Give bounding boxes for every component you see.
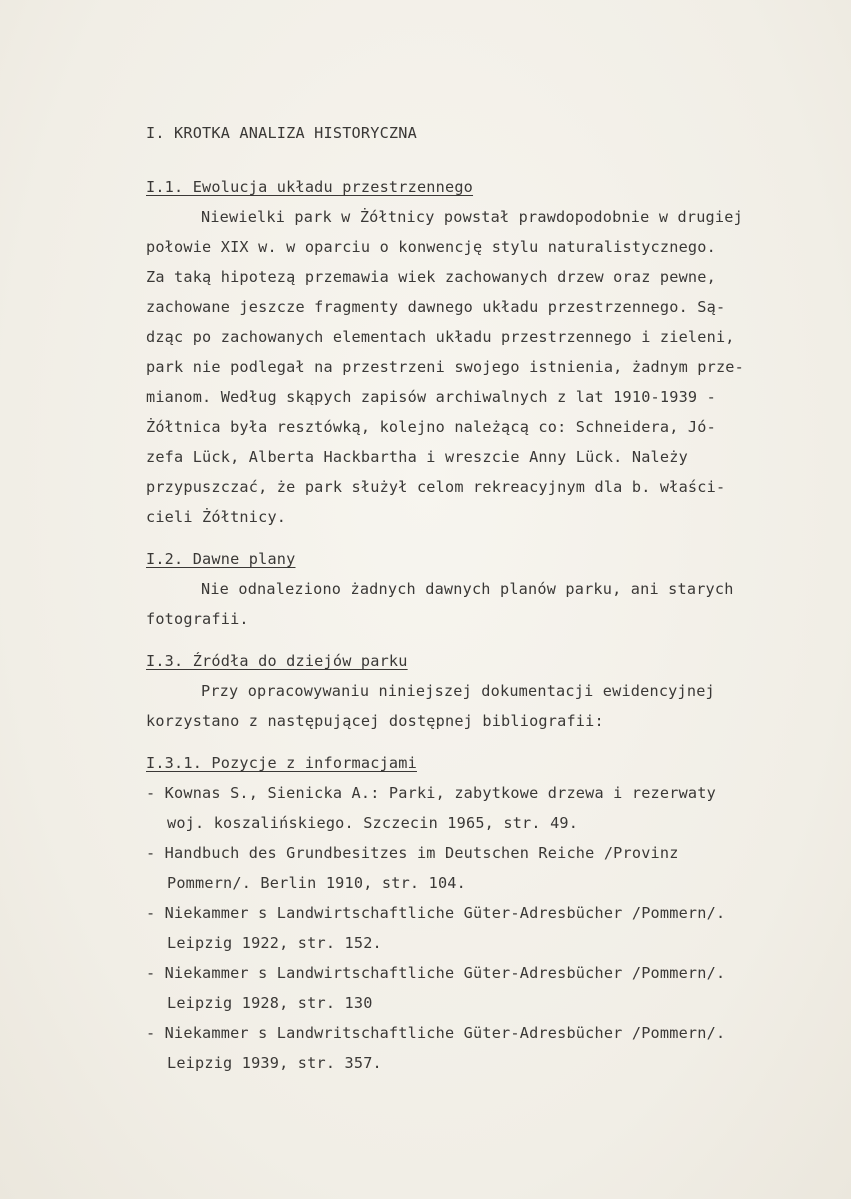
section-1-3-paragraph xyxy=(146,676,836,736)
paragraph-line: dząc po zachowanych elementach układu przestrzennego i zieleni, xyxy=(146,328,735,346)
bibliography-line: woj. koszalińskiego. Szczecin 1965, str. 49. xyxy=(167,814,579,832)
paragraph-line: zefa Lück, Alberta Hackbartha i wreszcie Anny Lück. Należy xyxy=(146,448,688,466)
paragraph-line: korzystano z następującej dostępnej bibliografii: xyxy=(146,712,604,730)
bibliography-line: - Kownas S., Sienicka A.: Parki, zabytkowe drzewa i rezerwaty xyxy=(146,784,716,802)
bibliography-line: - Handbuch des Grundbesitzes im Deutschen Reiche /Provinz xyxy=(146,844,679,862)
bibliography-item xyxy=(146,958,836,1018)
bibliography-item xyxy=(146,1018,836,1078)
section-1-2-paragraph xyxy=(146,574,836,634)
paragraph-line: Przy opracowywaniu niniejszej dokumentacji ewidencyjnej xyxy=(201,682,715,700)
spacer xyxy=(146,736,836,748)
typed-text-body xyxy=(146,118,836,1078)
bibliography-line: - Niekammer s Landwirtschaftliche Güter-Adresbücher /Pommern/. xyxy=(146,904,726,922)
bibliography-line: - Niekammer s Landwritschaftliche Güter-Adresbücher /Pommern/. xyxy=(146,1024,726,1042)
paragraph-line: Nie odnaleziono żadnych dawnych planów parku, ani starych xyxy=(201,580,734,598)
bibliography-list xyxy=(146,778,836,1078)
bibliography-line: Leipzig 1922, str. 152. xyxy=(167,934,382,952)
paragraph-line: mianom. Według skąpych zapisów archiwalnych z lat 1910-1939 - xyxy=(146,388,716,406)
paragraph-line: zachowane jeszcze fragmenty dawnego układu przestrzennego. Są- xyxy=(146,298,726,316)
paragraph-line: park nie podlegał na przestrzeni swojego istnienia, żadnym prze- xyxy=(146,358,744,376)
paragraph-line: Żółtnica była resztówką, kolejno należącą co: Schneidera, Jó- xyxy=(146,418,716,436)
section-title-1-2: I.2. Dawne plany xyxy=(146,550,296,568)
spacer xyxy=(146,634,836,646)
bibliography-item xyxy=(146,778,836,838)
section-title-1-3-1: I.3.1. Pozycje z informacjami xyxy=(146,754,417,772)
section-title-1-1: I.1. Ewolucja układu przestrzennego xyxy=(146,178,474,196)
paragraph-line: Niewielki park w Żółtnicy powstał prawdopodobnie w drugiej xyxy=(201,208,743,226)
spacer xyxy=(146,532,836,544)
paragraph-line: fotografii. xyxy=(146,610,249,628)
bibliography-line: - Niekammer s Landwirtschaftliche Güter-Adresbücher /Pommern/. xyxy=(146,964,726,982)
bibliography-line: Leipzig 1939, str. 357. xyxy=(167,1054,382,1072)
paragraph-line: przypuszczać, że park służył celom rekreacyjnym dla b. właści- xyxy=(146,478,726,496)
paragraph-line: połowie XIX w. w oparciu o konwencję stylu naturalistycznego. xyxy=(146,238,716,256)
paragraph-line: Za taką hipotezą przemawia wiek zachowanych drzew oraz pewne, xyxy=(146,268,716,286)
section-title-1-3: I.3. Źródła do dziejów parku xyxy=(146,652,408,670)
bibliography-item xyxy=(146,898,836,958)
bibliography-item xyxy=(146,838,836,898)
bibliography-line: Leipzig 1928, str. 130 xyxy=(167,994,373,1012)
bibliography-line: Pommern/. Berlin 1910, str. 104. xyxy=(167,874,466,892)
paragraph-line: cieli Żółtnicy. xyxy=(146,508,287,526)
section-1-1-paragraph xyxy=(146,202,836,532)
main-heading: I. KROTKA ANALIZA HISTORYCZNA xyxy=(146,124,417,142)
